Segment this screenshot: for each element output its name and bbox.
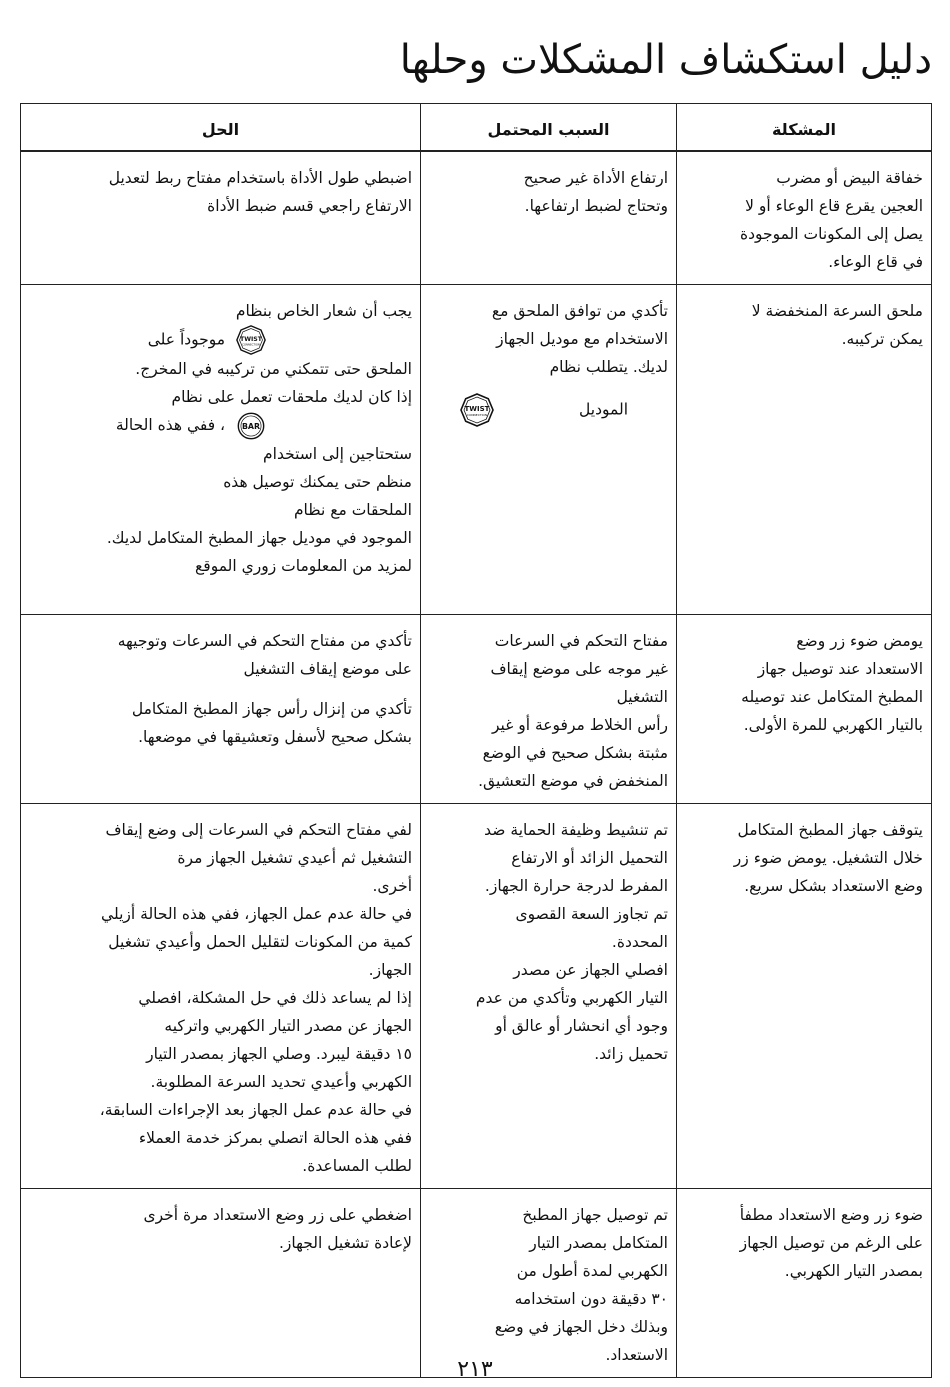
solution-line: اضبطي طول الأداة باستخدام مفتاح ربط لتعديل <box>108 169 412 187</box>
solution-line: إذا كان لديك ملحقات تعمل على نظام <box>171 388 412 406</box>
solution-line <box>29 325 412 355</box>
cause-line: التشغيل <box>616 688 668 706</box>
solution-line: في حالة عدم عمل الجهاز بعد الإجراءات السابقة، <box>99 1101 412 1119</box>
cause-line: تم تجاوز السعة القصوى <box>515 905 668 923</box>
cause-line: الاستعداد. <box>605 1346 668 1364</box>
cause-line: المنخفض في موضع التعشيق. <box>478 772 668 790</box>
solution-line: الجهاز عن مصدر التيار الكهربي واتركيه <box>164 1017 412 1035</box>
cause-line: التحميل الزائد أو الارتفاع <box>511 849 668 867</box>
page-number: ٢١٣ <box>457 1357 493 1382</box>
header-cause: السبب المحتمل <box>421 104 677 152</box>
problem-line: على الرغم من توصيل الجهاز <box>739 1234 923 1252</box>
problem-line: الاستعداد عند توصيل جهاز <box>757 660 923 678</box>
solution-line: تأكدي من مفتاح التحكم في السرعات وتوجيهه <box>117 632 412 650</box>
cause-line: الكهربي لمدة أطول من <box>516 1262 668 1280</box>
solution-cell <box>21 285 421 615</box>
cause-line: الاستخدام مع موديل الجهاز <box>496 330 668 348</box>
solution-line: التشغيل ثم أعيدي تشغيل الجهاز مرة <box>177 849 412 867</box>
solution-line: كمية من المكونات لتقليل الحمل وأعيدي تشغيل <box>108 933 412 951</box>
cause-line: وتحتاج لضبط ارتفاعها. <box>524 197 668 215</box>
problem-line: وضع الاستعداد بشكل سريع. <box>744 877 923 895</box>
solution-line: لطلب المساعدة. <box>302 1157 412 1175</box>
solution-line: ١٥ دقيقة ليبرد. وصلي الجهاز بمصدر التيار <box>146 1045 412 1063</box>
cause-line: ارتفاع الأداة غير صحيح <box>523 169 668 187</box>
header-solution: الحل <box>21 104 421 152</box>
problem-line: خفاقة البيض أو مضرب <box>776 169 923 187</box>
solution-line: تأكدي من إنزال رأس جهاز المطبخ المتكامل <box>131 700 412 718</box>
cause-line: المفرط لدرجة حرارة الجهاز. <box>484 877 668 895</box>
problem-line: ضوء زر وضع الاستعداد مطفأ <box>739 1206 923 1224</box>
cause-cell <box>421 1189 677 1378</box>
cause-line: تم توصيل جهاز المطبخ <box>522 1206 668 1224</box>
solution-line: الكهربي وأعيدي تحديد السرعة المطلوبة. <box>150 1073 412 1091</box>
cause-line: مفتاح التحكم في السرعات <box>494 632 668 650</box>
problem-line: يصل إلى المكونات الموجودة <box>739 225 923 243</box>
twist-icon-text: TWIST <box>240 335 262 343</box>
problem-line: يمكن تركيبه. <box>841 330 923 348</box>
solution-line <box>29 411 412 440</box>
solution-line: ستحتاجين إلى استخدام <box>263 444 412 463</box>
twist-icon-subtext: CONNECTION <box>242 343 260 347</box>
cause-line: المتكامل بمصدر التيار <box>529 1234 668 1252</box>
cause-cell <box>421 615 677 804</box>
solution-line: لإعادة تشغيل الجهاز. <box>278 1234 412 1252</box>
cause-line: رأس الخلاط مرفوعة أو غير <box>492 716 668 734</box>
cause-line-model <box>429 393 668 427</box>
solution-cell <box>21 151 421 285</box>
cause-line: التيار الكهربي وتأكدي من عدم <box>475 989 668 1007</box>
twist-connection-icon <box>236 325 266 355</box>
cause-line: وبذلك دخل الجهاز في وضع <box>494 1318 668 1336</box>
solution-line: الملحقات مع نظام <box>293 500 412 519</box>
solution-line: الجهاز. <box>368 961 412 979</box>
cause-line: غير موجه على موضع إيقاف <box>490 660 668 678</box>
problem-line: يومض ضوء زر وضع <box>796 632 923 650</box>
solution-line: الموجود في موديل جهاز المطبخ المتكامل لديك. <box>106 528 412 547</box>
solution-line: الملحق حتى تتمكني من تركيبه في المخرج. <box>135 360 412 378</box>
spacer <box>29 683 412 695</box>
cause-line: المحددة. <box>611 933 668 951</box>
twist-connection-icon <box>460 393 494 427</box>
problem-line: ملحق السرعة المنخفضة لا <box>751 302 923 320</box>
solution-line: لفي مفتاح التحكم في السرعات إلى وضع إيقاف <box>105 821 412 839</box>
cause-cell <box>421 804 677 1189</box>
solution-line: بشكل صحيح لأسفل وتعشيقها في موضعها. <box>138 728 412 746</box>
problem-line: بمصدر التيار الكهربي. <box>784 1262 923 1280</box>
solution-cell <box>21 804 421 1189</box>
problem-line: المطبخ المتكامل عند توصيله <box>741 688 923 706</box>
twist-icon-subtext: CONNECTION <box>466 413 488 417</box>
solution-line: لمزيد من المعلومات زوري الموقع <box>195 556 412 575</box>
twist-icon-text: TWIST <box>464 405 490 413</box>
cause-cell <box>421 151 677 285</box>
solution-line: أخرى. <box>372 877 412 895</box>
solution-line: على موضع إيقاف التشغيل <box>243 660 412 678</box>
solution-cell <box>21 1189 421 1378</box>
bar-icon <box>236 412 266 440</box>
problem-cell <box>677 804 932 1189</box>
problem-line: خلال التشغيل. يومض ضوء زر <box>733 849 923 867</box>
solution-line: يجب أن شعار الخاص بنظام <box>235 302 412 320</box>
solution-text: موجوداً على <box>147 330 226 349</box>
cause-line: تم تنشيط وظيفة الحماية ضد <box>484 821 668 839</box>
solution-line: ففي هذه الحالة اتصلي بمركز خدمة العملاء <box>138 1129 412 1147</box>
problem-cell <box>677 151 932 285</box>
cause-cell <box>421 285 677 615</box>
table-row <box>21 285 932 615</box>
solution-line: منظم حتى يمكنك توصيل هذه <box>223 472 412 491</box>
model-label: الموديل <box>579 400 628 419</box>
spacer <box>429 381 668 393</box>
solution-line: اضغطي على زر وضع الاستعداد مرة أخرى <box>143 1206 412 1224</box>
table-header-row <box>21 104 932 152</box>
table-row <box>21 1189 932 1378</box>
page-title: دليل استكشاف المشكلات وحلها <box>399 37 932 83</box>
solution-line: الارتفاع راجعي قسم ضبط الأداة <box>207 197 412 215</box>
troubleshooting-table <box>20 103 932 1378</box>
cause-line: وجود أي انحشار أو عالق أو <box>495 1017 668 1035</box>
problem-cell <box>677 285 932 615</box>
solution-line: إذا لم يساعد ذلك في حل المشكلة، افصلي <box>138 989 412 1007</box>
cause-line: ٣٠ دقيقة دون استخدامه <box>514 1290 668 1308</box>
header-problem: المشكلة <box>677 104 932 152</box>
cause-line: تأكدي من توافق الملحق مع <box>491 302 668 320</box>
problem-cell <box>677 1189 932 1378</box>
problem-line: يتوقف جهاز المطبخ المتكامل <box>737 821 923 839</box>
table-row <box>21 804 932 1189</box>
cause-line: افصلي الجهاز عن مصدر <box>513 961 668 979</box>
solution-text: ، ففي هذه الحالة <box>115 416 226 434</box>
cause-line: لديك. يتطلب نظام <box>549 358 668 376</box>
cause-line: مثبتة بشكل صحيح في الوضع <box>482 744 668 762</box>
solution-line: في حالة عدم عمل الجهاز، ففي هذه الحالة أزيلي <box>101 905 412 923</box>
problem-line: في قاع الوعاء. <box>828 253 923 271</box>
problem-line: بالتيار الكهربي للمرة الأولى. <box>743 716 923 734</box>
cause-line: تحميل زائد. <box>594 1045 668 1063</box>
table-row <box>21 151 932 285</box>
bar-icon-text: BAR <box>241 421 261 431</box>
table-row <box>21 615 932 804</box>
problem-line: العجين يقرع قاع الوعاء أو لا <box>745 197 923 215</box>
problem-cell <box>677 615 932 804</box>
solution-cell <box>21 615 421 804</box>
